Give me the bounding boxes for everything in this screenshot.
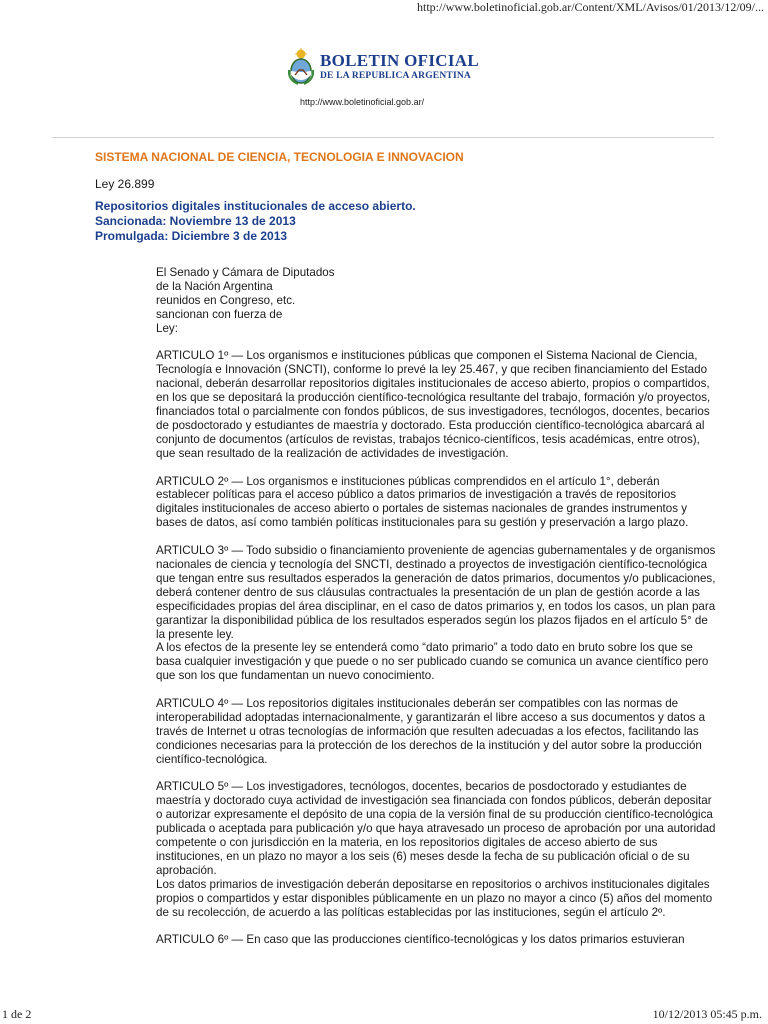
article-3-definition: A los efectos de la presente ley se entenderá como “dato primario” a todo dato en bruto sobre los que se basa cualquier investigación y que puede o no ser publicado cuando se comunica un avance científico pero que son los que fundamentan un nuevo conocimiento. [156, 641, 709, 683]
article-5-primary-data: Los datos primarios de investigación deberán depositarse en repositorios o archivos institucionales digitales propios o compartidos y estar disponibles públicamente en un plazo no mayor a cinco (5) años del momento de su recolección, de acuerdo a las políticas establecidas por las instituciones, según el artículo 2º. [156, 877, 713, 919]
article-4: ARTICULO 4º — Los repositorios digitales institucionales deberán ser compatibles con las normas de interoperabilidad adoptadas internacionalmente, y garantizarán el libre acceso a sus documentos y datos a través de Internet u otras tecnologías de información que resulten adecuadas a los efectos, facilitando las condiciones necesarias para la protección de los derechos de la institución y del autor sobre la producción científico-tecnológica. [156, 697, 706, 766]
law-number: Ley 26.899 [95, 177, 155, 191]
preamble-line: El Senado y Cámara de Diputados [156, 266, 335, 279]
print-datetime: 10/12/2013 05:45 p.m. [652, 1007, 762, 1021]
argentina-coat-of-arms-icon [286, 48, 316, 86]
page-counter: 1 de 2 [2, 1007, 32, 1021]
preamble-line: de la Nación Argentina [156, 279, 273, 293]
summary-subject: Repositorios digitales institucionales de acceso abierto. [95, 199, 416, 213]
boletin-oficial-logo[interactable] [286, 48, 479, 86]
preamble [156, 266, 716, 336]
header-divider [52, 137, 714, 138]
section-title: SISTEMA NACIONAL DE CIENCIA, TECNOLOGIA E INNOVACION [95, 150, 464, 164]
summary-promulgated: Promulgada: Diciembre 3 de 2013 [95, 229, 288, 243]
article-5: ARTICULO 5º — Los investigadores, tecnólogos, docentes, becarios de posdoctorado y estudiantes de maestría y doctorado cuya actividad de investigación sea financiada con fondos públicos, deberán depositar o autorizar expresamente el depósito de una copia de la versión final de su producción científico-tecnológica publicada o aceptada para publicación y/o que haya atravesado un proceso de aprobación por una autoridad competente o con jurisdicción en la materia, en los repositorios digitales de acceso abierto de sus instituciones, en un plazo no mayor a los seis (6) meses desde la fecha de su publicación oficial o de su aprobación. [156, 780, 716, 877]
preamble-line: reunidos en Congreso, etc. [156, 293, 296, 307]
article-6: ARTICULO 6º — En caso que las producciones científico-tecnológicas y los datos primarios estuvieran [156, 933, 685, 947]
article-1: ARTICULO 1º — Los organismos e instituciones públicas que componen el Sistema Nacional de Ciencia, Tecnología e Innovación (SNCTI), conforme lo prevé la ley 25.467, y que reciben financiamiento del Estado nacional, deberán desarrollar repositorios digitales institucionales de acceso abierto, propios o compartidos, en los que se depositará la producción científico-tecnológica resultante del trabajo, formación y/o proyectos, financiados total o parcialmente con fondos públicos, de sus investigadores, tecnólogos, docentes, becarios de posdoctorado y estudiantes de maestría y doctorado. Esta producción científico-tecnológica abarcará al conjunto de documentos (artículos de revistas, trabajos técnico-científicos, tesis académicas, entre otros), que sean resultado de la realización de actividades de investigación. [156, 349, 711, 460]
site-url-link[interactable]: http://www.boletinoficial.gob.ar/ [300, 97, 425, 107]
law-summary [95, 199, 416, 244]
print-header-url: http://www.boletinoficial.gob.ar/Content/XML/Avisos/01/2013/12/09/... [417, 0, 764, 14]
law-body [156, 266, 716, 947]
summary-sanctioned: Sancionada: Noviembre 13 de 2013 [95, 214, 296, 228]
preamble-line: Ley: [156, 321, 178, 335]
article-3: ARTICULO 3º — Todo subsidio o financiamiento proveniente de agencias gubernamentales y de organismos nacionales de ciencia y tecnología del SNCTI, destinado a proyectos de investigación científico-tecnológica que tengan entre sus resultados esperados la generación de datos primarios, documentos y/o publicaciones, deberá contener dentro de sus cláusulas contractuales la presentación de un plan de gestión acorde a las especificidades propias del área disciplinar, en el caso de datos primarios y, en todos los casos, un plan para garantizar la disponibilidad pública de los resultados esperados según los plazos fijados en el artículo 5° de la presente ley. [156, 544, 716, 641]
logo-subtitle: DE LA REPUBLICA ARGENTINA [320, 71, 471, 81]
logo-title: BOLETIN OFICIAL [320, 51, 479, 70]
preamble-line: sancionan con fuerza de [156, 307, 283, 321]
article-2: ARTICULO 2º — Los organismos e instituciones públicas comprendidos en el artículo 1°, deberán establecer políticas para el acceso público a datos primarios de investigación a través de repositorios digitales institucionales de acceso abierto o portales de sistemas nacionales de grandes instrumentos y bases de datos, así como también políticas institucionales para su gestión y preservación a largo plazo. [156, 474, 689, 530]
